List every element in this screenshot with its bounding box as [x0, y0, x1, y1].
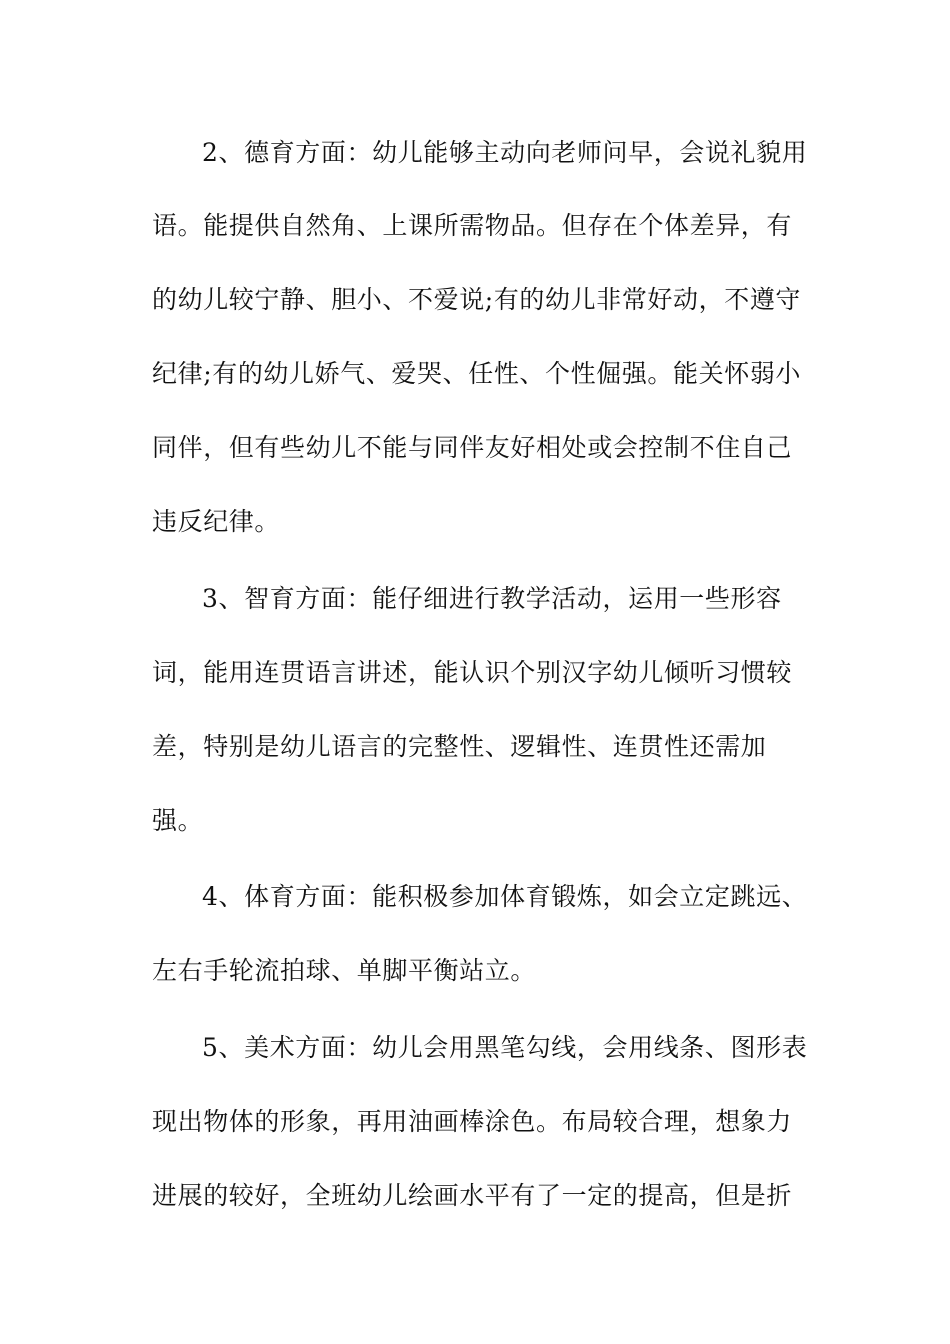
paragraph-intellect-line-2: 词，能用连贯语言讲述，能认识个别汉字幼儿倾听习惯较: [152, 658, 793, 687]
paragraph-moral-line-4: 纪律;有的幼儿娇气、爱哭、任性、个性倔强。能关怀弱小: [152, 359, 802, 388]
paragraph-intellect-line-4: 强。: [152, 806, 204, 835]
paragraph-intellect-line-1: 3、智育方面：能仔细进行教学活动，运用一些形容: [202, 584, 782, 613]
paragraph-art-line-1: 5、美术方面：幼儿会用黑笔勾线，会用线条、图形表: [202, 1033, 808, 1062]
paragraph-art-line-2: 现出物体的形象，再用油画棒涂色。布局较合理，想象力: [152, 1107, 793, 1136]
paragraph-moral-line-2: 语。能提供自然角、上课所需物品。但存在个体差异，有: [152, 211, 793, 240]
paragraph-moral-line-1: 2、德育方面：幼儿能够主动向老师问早，会说礼貌用: [202, 138, 808, 167]
paragraph-art-line-3: 进展的较好，全班幼儿绘画水平有了一定的提高，但是折: [152, 1181, 793, 1210]
paragraph-moral-line-3: 的幼儿较宁静、胆小、不爱说;有的幼儿非常好动，不遵守: [152, 285, 802, 314]
paragraph-moral-line-5: 同伴，但有些幼儿不能与同伴友好相处或会控制不住自己: [152, 433, 793, 462]
paragraph-sports-line-2: 左右手轮流拍球、单脚平衡站立。: [152, 956, 537, 985]
paragraph-intellect-line-3: 差，特别是幼儿语言的完整性、逻辑性、连贯性还需加: [152, 732, 767, 761]
paragraph-sports-line-1: 4、体育方面：能积极参加体育锻炼，如会立定跳远、: [202, 882, 808, 911]
paragraph-moral-line-6: 违反纪律。: [152, 507, 281, 536]
